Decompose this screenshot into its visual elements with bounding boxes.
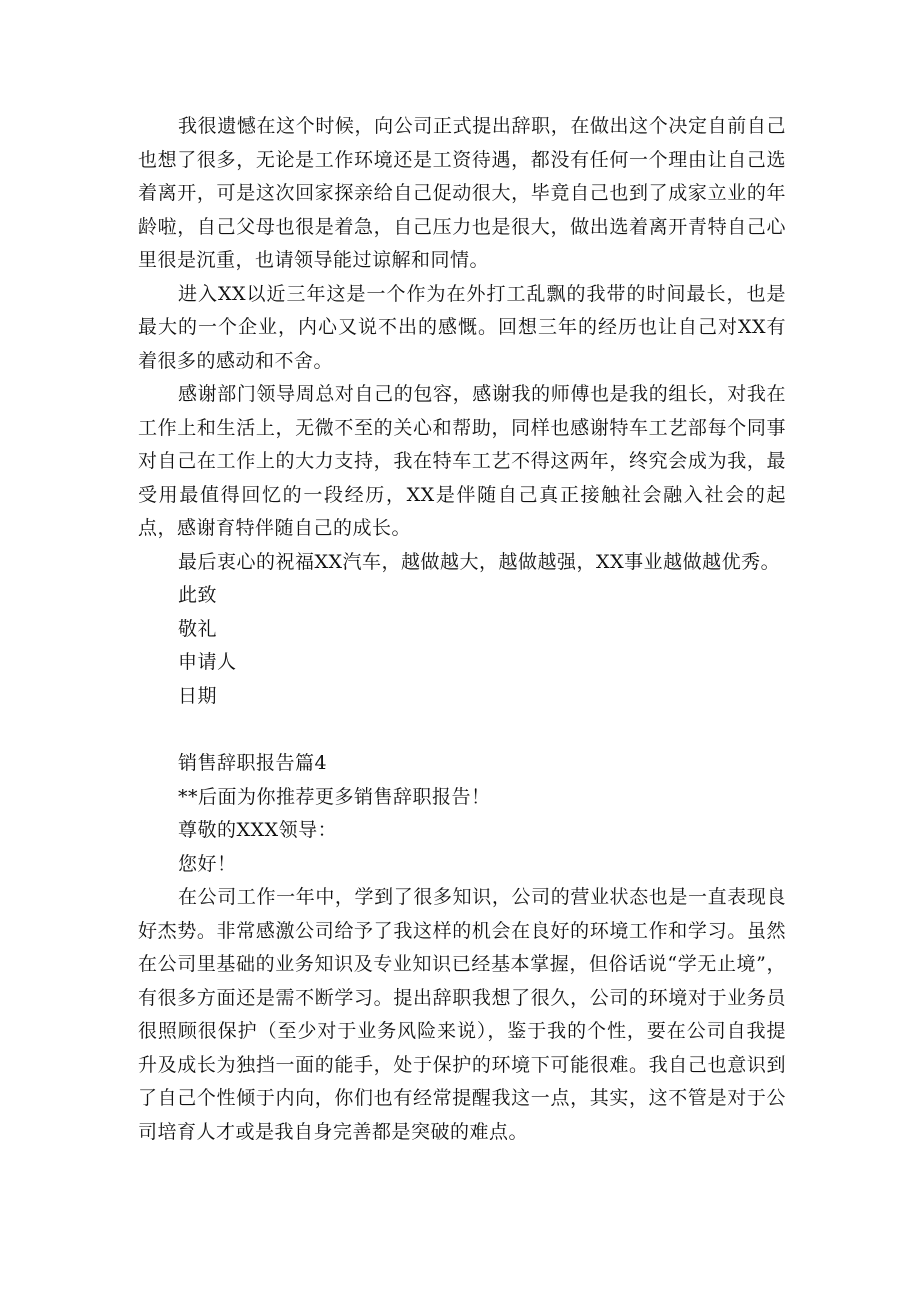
paragraph-body: 在公司工作一年中，学到了很多知识，公司的营业状态也是一直表现良好杰势。非常感激公司给予了我这样的机会在良好的环境工作和学习。虽然在公司里基础的业务知识及专业知识已经基本掌握，但俗话说“学无止境”，有很多方面还是需不断学习。提出辞职我想了很久，公司的环境对于业务员很照顾很保护（至少对于业务风险来说），鉴于我的个性，要在公司自我提升及成长为独挡一面的能手，处于保护的环境下可能很难。我自己也意识到了自己个性倾于内向，你们也有经常提醒我这一点，其实，这不管是对于公司培育人才或是我自身完善都是突破的难点。 <box>138 886 786 1143</box>
date-label: 日期 <box>178 684 218 707</box>
salutation-line-1: 此致 <box>178 584 218 606</box>
paragraph-gratitude: 感谢部门领导周总对自己的包容，感谢我的师傅也是我的组长，对我在工作上和生活上，无微不至的关心和帮助，同样也感谢特车工艺部每个同事对自己在工作上的大力支持，我在特车工艺不得这两年，终究会成为我，最受用最值得回忆的一段经历，XX是伴随自己真正接触社会融入社会的起点，感谢育特伴随自己的成长。 <box>138 383 786 539</box>
applicant-label: 申请人 <box>178 651 237 673</box>
paragraph-company-experience: 进入XX以近三年这是一个作为在外打工乱飘的我带的时间最长，也是最大的一个企业，内心又说不出的感慨。回想三年的经历也让自己对XX有着很多的感动和不舍。 <box>138 282 786 372</box>
document-page <box>138 110 786 1149</box>
recommend-line: **后面为你推荐更多销售辞职报告！ <box>178 785 491 808</box>
paragraph-resignation-reason: 我很遗憾在这个时候，向公司正式提出辞职，在做出这个决定自前自己也想了很多，无论是工作环境还是工资待遇，都没有任何一个理由让自己选着离开，可是这次回家探亲给自己促动很大，毕竟自己也到了成家立业的年龄啦，自己父母也很是着急，自己压力也是很大，做出选着离开青特自己心里很是沉重，也请领导能过谅解和同情。 <box>138 115 786 271</box>
section-title: 销售辞职报告篇4 <box>178 752 328 774</box>
addressee-line: 尊敬的XXX领导： <box>178 819 338 841</box>
salutation-line-2: 敬礼 <box>178 617 218 640</box>
section-spacer <box>138 713 786 747</box>
closing-wish: 最后衷心的祝福XX汽车，越做越大，越做越强，XX事业越做越优秀。 <box>178 550 781 573</box>
greeting-line: 您好！ <box>178 852 237 875</box>
